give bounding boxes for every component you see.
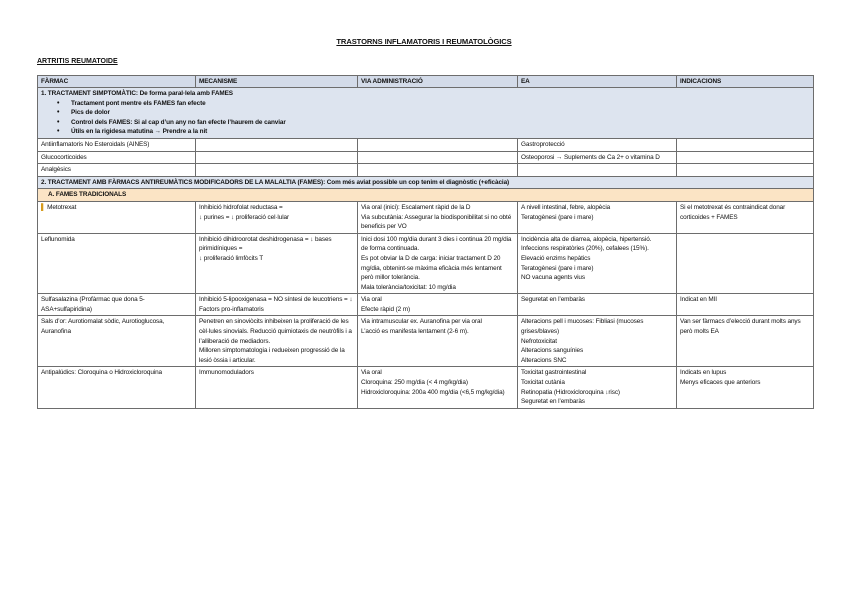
cell-line: Osteoporosi → Suplements de Ca 2+ o vitamina D (521, 153, 660, 161)
cell-farmac: Glucocorticoides (38, 151, 196, 164)
cell-indicacions (677, 201, 814, 233)
cell-farmac: Leflunomida (38, 233, 196, 294)
section-1-title: 1. TRACTAMENT SIMPTOMÀTIC: De forma paral·lela amb FAMES (41, 90, 233, 97)
cell-line: Cloroquina: 250 mg/dia (< 4 mg/kg/dia) (361, 379, 468, 387)
cell-via (358, 294, 518, 316)
header-via: VIA ADMINISTRACIÓ (358, 76, 518, 88)
cell-line: Immunomoduladors (199, 369, 254, 377)
cell-mecanisme (196, 316, 358, 367)
cell-line: ↓ purines = ↓ proliferació cel·lular (199, 213, 289, 221)
cell-line: Es pot obviar la D de carga: iniciar tractament D 20 mg/dia, obtenint-se màxima eficàcia més lentament però millor tolerància. (361, 254, 502, 282)
cell-via (358, 151, 518, 164)
cell-line: Indicat en MII (680, 296, 717, 304)
section-1-cell (38, 88, 814, 139)
cell-line: Alteracions sanguínies (521, 347, 584, 355)
header-indicacions: INDICACIONS (677, 76, 814, 88)
cell-line: Inhibició 5-lipooxigenasa = NO síntesi de leucotriens = ↓ Factors pro-inflamatoris (199, 296, 353, 313)
cell-ea (518, 201, 677, 233)
subsection-a-row (38, 189, 814, 202)
cell-indicacions (677, 294, 814, 316)
cell-line: Penetren en sinoviòcits inhibeixen la proliferació de les cèl·lules sinovials. Reducció quimiotaxis de neutròfils i a l’alliberació de mediadors. (199, 318, 352, 345)
cell-line: ↓ proliferació limfòcits T (199, 254, 264, 262)
cell-line: L’acció es manifesta lentament (2-6 m). (361, 328, 469, 336)
cell-line: Seguretat en l’embaràs (521, 296, 585, 304)
list-item: • Útils en la rigidesa matutina → Prendre a la nit (61, 127, 810, 137)
cell-ea (518, 316, 677, 367)
cell-line: Seguretat en l’embaràs (521, 398, 585, 406)
cell-mecanisme (196, 367, 358, 408)
cell-ea (518, 233, 677, 294)
cell-indicacions (677, 233, 814, 294)
cell-line: Alteracions SNC (521, 356, 567, 364)
list-item: • Tractament pont mentre els FAMES fan efecte (61, 99, 810, 109)
header-mecanisme: MECANISME (196, 76, 358, 88)
cell-farmac (38, 201, 196, 233)
cell-mecanisme (196, 294, 358, 316)
cell-line: Alteracions pell i mucoses: Fibliasi (mucoses grises/blaves) (521, 318, 644, 336)
cell-via (358, 138, 518, 151)
cell-farmac: Antipalúdics: Cloroquina o Hidroxicloroquina (38, 367, 196, 408)
cell-line: Efecte ràpid (2 m) (361, 305, 410, 313)
cell-mecanisme (196, 201, 358, 233)
table-row (38, 151, 814, 164)
cell-ea (518, 367, 677, 408)
table-row (38, 316, 814, 367)
list-item: • Pics de dolor (61, 108, 810, 118)
header-farmac: FÀRMAC (38, 76, 196, 88)
list-item: • Control dels FAMES: Si al cap d’un any no fan efecte l’haurem de canviar (61, 118, 810, 128)
cell-line: Inhibició hidrofolat reductasa = (199, 203, 283, 211)
cell-line: Retinopatia (Hidroxicloroquina ↓risc) (521, 388, 620, 396)
cell-line: Via intramuscular ex. Auranofina per via oral (361, 318, 482, 326)
cell-farmac: Antiinflamatoris No Esteroidals (AINES) (38, 138, 196, 151)
cell-farmac: Sals d’or: Aurotiomalat sòdic, Aurotioglucosa, Auranofina (38, 316, 196, 367)
cell-via (358, 367, 518, 408)
cell-line: Hidroxicloroquina: 200a 400 mg/dia (<6,5 mg/kg/dia) (361, 388, 505, 396)
cell-ea (518, 151, 677, 164)
cell-ea (518, 138, 677, 151)
cell-line: Menys eficaces que anteriors (680, 379, 761, 387)
cell-line: Teratogènesi (pare i mare) (521, 213, 594, 221)
cell-line: Nefrotoxicitat (521, 337, 557, 345)
cell-line: Incidència alta de diarrea, alopècia, hipertensió. Infeccions respiratòries (20%), cefalees (15%). Elevació enzims hepàtics (521, 235, 652, 262)
cell-via (358, 201, 518, 233)
subsection-a-title: A. FAMES TRADICIONALS (38, 189, 814, 202)
cell-line: Inici dosi 100 mg/dia durant 3 dies i continua 20 mg/dia de forma continuada. (361, 235, 512, 253)
drug-name: Metotrexat (47, 203, 77, 211)
table-row (38, 233, 814, 294)
section-1-bullets (41, 99, 810, 137)
cell-ea (518, 294, 677, 316)
page-title: TRASTORNS INFLAMATORIS I REUMATOLÒGICS (336, 37, 512, 46)
table-row (38, 294, 814, 316)
cell-indicacions (677, 367, 814, 408)
cell-line: Van ser fàrmacs d’elecció durant molts anys però molts EA (680, 318, 801, 336)
drug-table (37, 75, 814, 409)
cell-indicacions (677, 316, 814, 367)
table-row (38, 164, 814, 177)
cell-mecanisme (196, 138, 358, 151)
section-1-row (38, 88, 814, 139)
cell-line: Milloren simptomatologia i redueixen progressió de la lesió òssia i articular. (199, 347, 345, 364)
cell-via (358, 316, 518, 367)
cell-line: Teratogènesi (pare i mare) (521, 264, 594, 272)
cell-indicacions (677, 138, 814, 151)
cell-line: Toxicitat cutània (521, 379, 565, 387)
cell-farmac: Sulfasalazina (Profàrmac que dona 5-ASA+sulfapiridina) (38, 294, 196, 316)
highlight-marker-icon: ▌ (41, 203, 46, 211)
cell-ea (518, 164, 677, 177)
table-row (38, 367, 814, 408)
cell-line: Via oral (361, 369, 382, 377)
section-title: ARTRITIS REUMATOIDE (37, 58, 118, 65)
cell-mecanisme (196, 164, 358, 177)
cell-line: Via oral (361, 296, 382, 304)
cell-mecanisme (196, 233, 358, 294)
table-header-row (38, 76, 814, 88)
table-row (38, 201, 814, 233)
cell-line: Inhibició dihidroorotat deshidrogenasa = ↓ bases pirimidíniques = (199, 235, 332, 253)
section-2-title: 2. TRACTAMENT AMB FÀRMACS ANTIREUMÀTICS MODIFICADORS DE LA MALALTIA (FAMES): Com més aviat possible un cop tenim el diagnòstic (+eficàcia) (38, 176, 814, 189)
table-row (38, 138, 814, 151)
cell-line: Si el metotrexat és contraindicat donar corticoides + FAMES (680, 203, 786, 221)
header-ea: EA (518, 76, 677, 88)
cell-indicacions (677, 164, 814, 177)
cell-indicacions (677, 151, 814, 164)
cell-line: Via oral (inici): Escalament ràpid de la D (361, 203, 471, 211)
cell-line: NO vacuna agents vius (521, 274, 585, 282)
cell-line: Gastroprotecció (521, 140, 565, 148)
cell-line: Toxicitat gastrointestinal (521, 369, 587, 377)
cell-via (358, 233, 518, 294)
cell-farmac: Analgèsics (38, 164, 196, 177)
cell-via (358, 164, 518, 177)
section-2-row (38, 176, 814, 189)
cell-mecanisme (196, 151, 358, 164)
cell-line: Mala tolerància/toxicitat: 10 mg/dia (361, 283, 456, 291)
cell-line: Indicats en lupus (680, 369, 727, 377)
cell-line: Via subcutània: Assegurar la biodisponibilitat si no obté beneficis per VO (361, 213, 512, 231)
cell-line: A nivell intestinal, febre, alopècia (521, 203, 611, 211)
